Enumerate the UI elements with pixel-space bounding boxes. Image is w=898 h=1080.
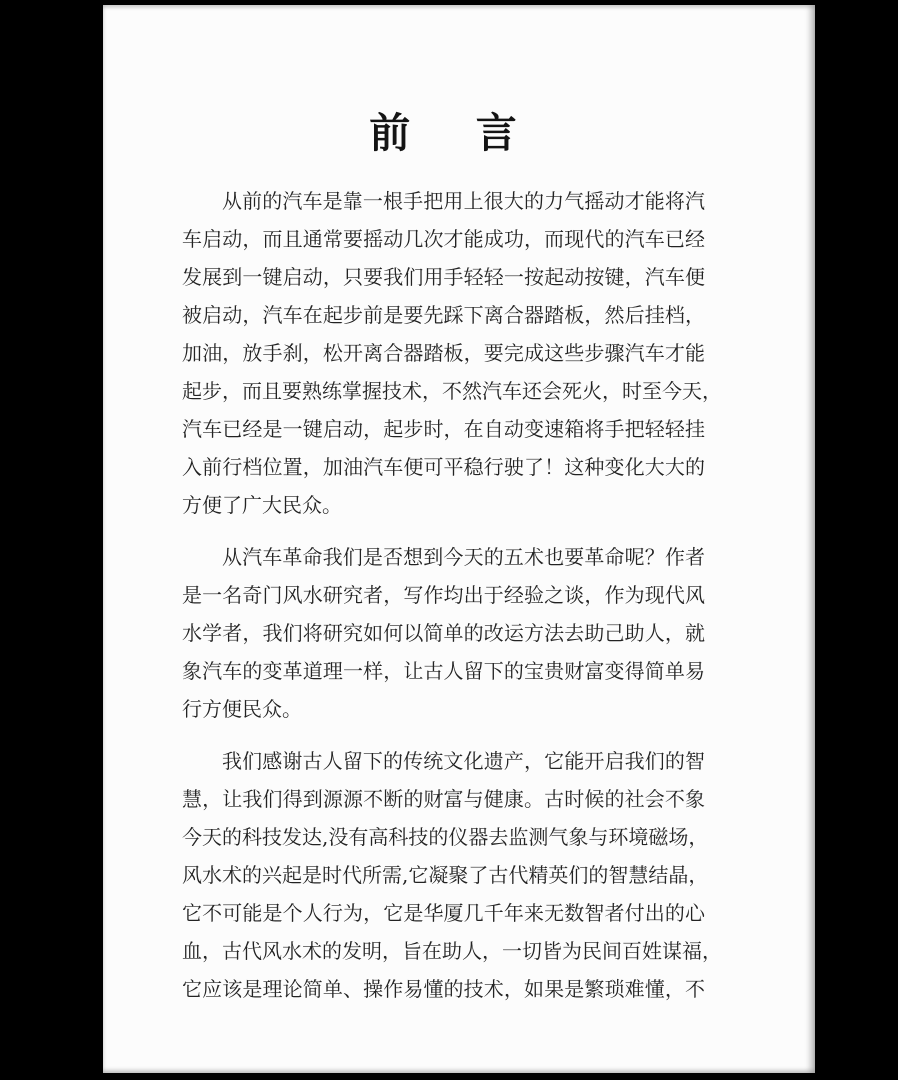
text-line: 它应该是理论简单、操作易懂的技术，如果是繁琐难懂，不 <box>182 977 705 1001</box>
text-line: 起步，而且要熟练掌握技术，不然汽车还会死火，时至今天， <box>182 379 722 403</box>
text-line: 车启动，而且通常要摇动几次才能成功，而现代的汽车已经 <box>182 227 705 251</box>
text-line: 发展到一键启动，只要我们用手轻轻一按起动按键，汽车便 <box>182 265 705 289</box>
paragraph-2 <box>182 538 705 728</box>
text-line: 从前的汽车是靠一根手把用上很大的力气摇动才能将汽 <box>222 189 705 213</box>
text-line: 从汽车革命我们是否想到今天的五术也要革命呢？作者 <box>222 545 705 569</box>
text-line: 血，古代风水术的发明，旨在助人，一切皆为民间百姓谋福， <box>182 939 722 963</box>
text-line: 慧，让我们得到源源不断的财富与健康。古时候的社会不象 <box>182 787 705 811</box>
text-line: 今天的科技发达,没有高科技的仪器去监测气象与环境磁场， <box>182 825 709 849</box>
text-line: 汽车已经是一键启动，起步时，在自动变速箱将手把轻轻挂 <box>182 417 705 441</box>
paragraph-3 <box>182 742 722 1008</box>
text-line: 加油，放手刹，松开离合器踏板，要完成这些步骤汽车才能 <box>182 341 705 365</box>
text-line: 它不可能是个人行为，它是华厦几千年来无数智者付出的心 <box>182 901 705 925</box>
text-line: 水学者，我们将研究如何以简单的改运方法去助己助人，就 <box>182 621 705 645</box>
paragraph-1 <box>182 182 722 524</box>
text-line: 入前行档位置，加油汽车便可平稳行驶了！这种变化大大的 <box>182 455 705 479</box>
text-line: 象汽车的变革道理一样，让古人留下的宝贵财富变得简单易 <box>182 659 705 683</box>
text-line: 被启动，汽车在起步前是要先踩下离合器踏板，然后挂档， <box>182 303 705 327</box>
text-line: 是一名奇门风水研究者，写作均出于经验之谈，作为现代风 <box>182 583 705 607</box>
text-line: 风水术的兴起是时代所需,它凝聚了古代精英们的智慧结晶， <box>182 863 709 887</box>
text-line: 方便了广大民众。 <box>182 493 342 517</box>
text-line: 我们感谢古人留下的传统文化遗产，它能开启我们的智 <box>222 749 705 773</box>
page-title: 前 言 <box>369 109 518 157</box>
document-page <box>103 5 815 1073</box>
text-line: 行方便民众。 <box>182 697 302 721</box>
